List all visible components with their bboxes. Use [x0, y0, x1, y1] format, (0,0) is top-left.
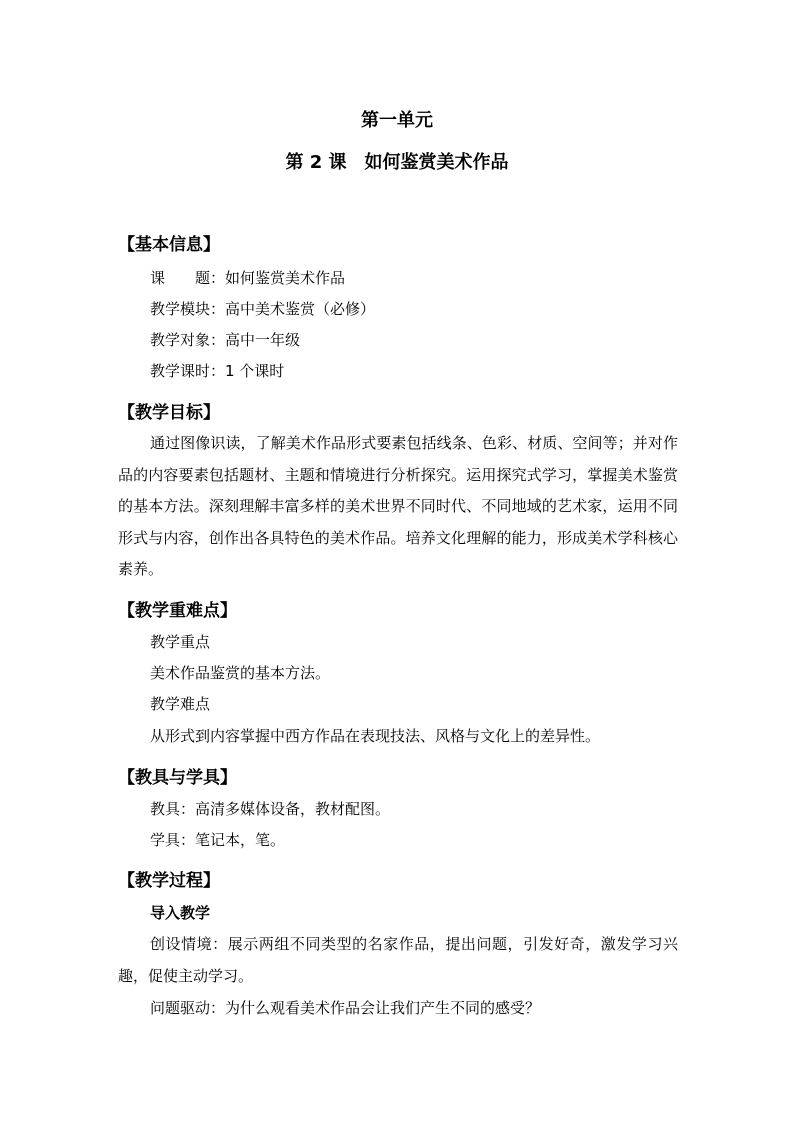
objectives-heading: 【教学目标】	[118, 403, 220, 423]
tools-heading: 【教具与学具】	[118, 768, 237, 788]
unit-title: 第一单元	[361, 110, 433, 131]
key-point-label: 教学重点	[150, 633, 211, 651]
key-points-heading: 【教学重难点】	[118, 601, 237, 621]
basic-info-heading: 【基本信息】	[118, 235, 220, 255]
teaching-tools: 教具：高清多媒体设备，教材配图。	[150, 800, 391, 818]
lesson-title: 第 2 课 如何鉴赏美术作品	[285, 152, 509, 173]
difficulty-text: 从形式到内容掌握中西方作品在表现技法、风格与文化上的差异性。	[150, 727, 601, 745]
basic-info-module: 教学模块：高中美术鉴赏（必修）	[150, 300, 376, 318]
student-tools: 学具：笔记本，笔。	[150, 831, 286, 849]
difficulty-label: 教学难点	[150, 695, 211, 713]
process-heading: 【教学过程】	[118, 871, 220, 891]
objectives-paragraph: 通过图像识读，了解美术作品形式要素包括线条、色彩、材质、空间等；并对作品的内容要素包括题材、主题和情境进行分析探究。运用探究式学习，掌握美术鉴赏的基本方法。深刻理解丰富多样的美术世界不同时代、不同地域的艺术家，运用不同形式与内容，创作出各具特色的美术作品。培养文化理解的能力，形成美术学科核心素养。	[118, 434, 678, 578]
basic-info-hours: 教学课时：1 个课时	[150, 362, 285, 380]
question-driven: 问题驱动：为什么观看美术作品会让我们产生不同的感受？	[150, 999, 541, 1017]
intro-paragraph: 创设情境：展示两组不同类型的名家作品，提出问题，引发好奇，激发学习兴趣，促使主动学习。	[118, 935, 678, 985]
basic-info-audience: 教学对象：高中一年级	[150, 331, 301, 349]
intro-title: 导入教学	[150, 904, 211, 922]
basic-info-topic: 课 题：如何鉴赏美术作品	[150, 269, 346, 287]
key-point-text: 美术作品鉴赏的基本方法。	[150, 664, 331, 682]
